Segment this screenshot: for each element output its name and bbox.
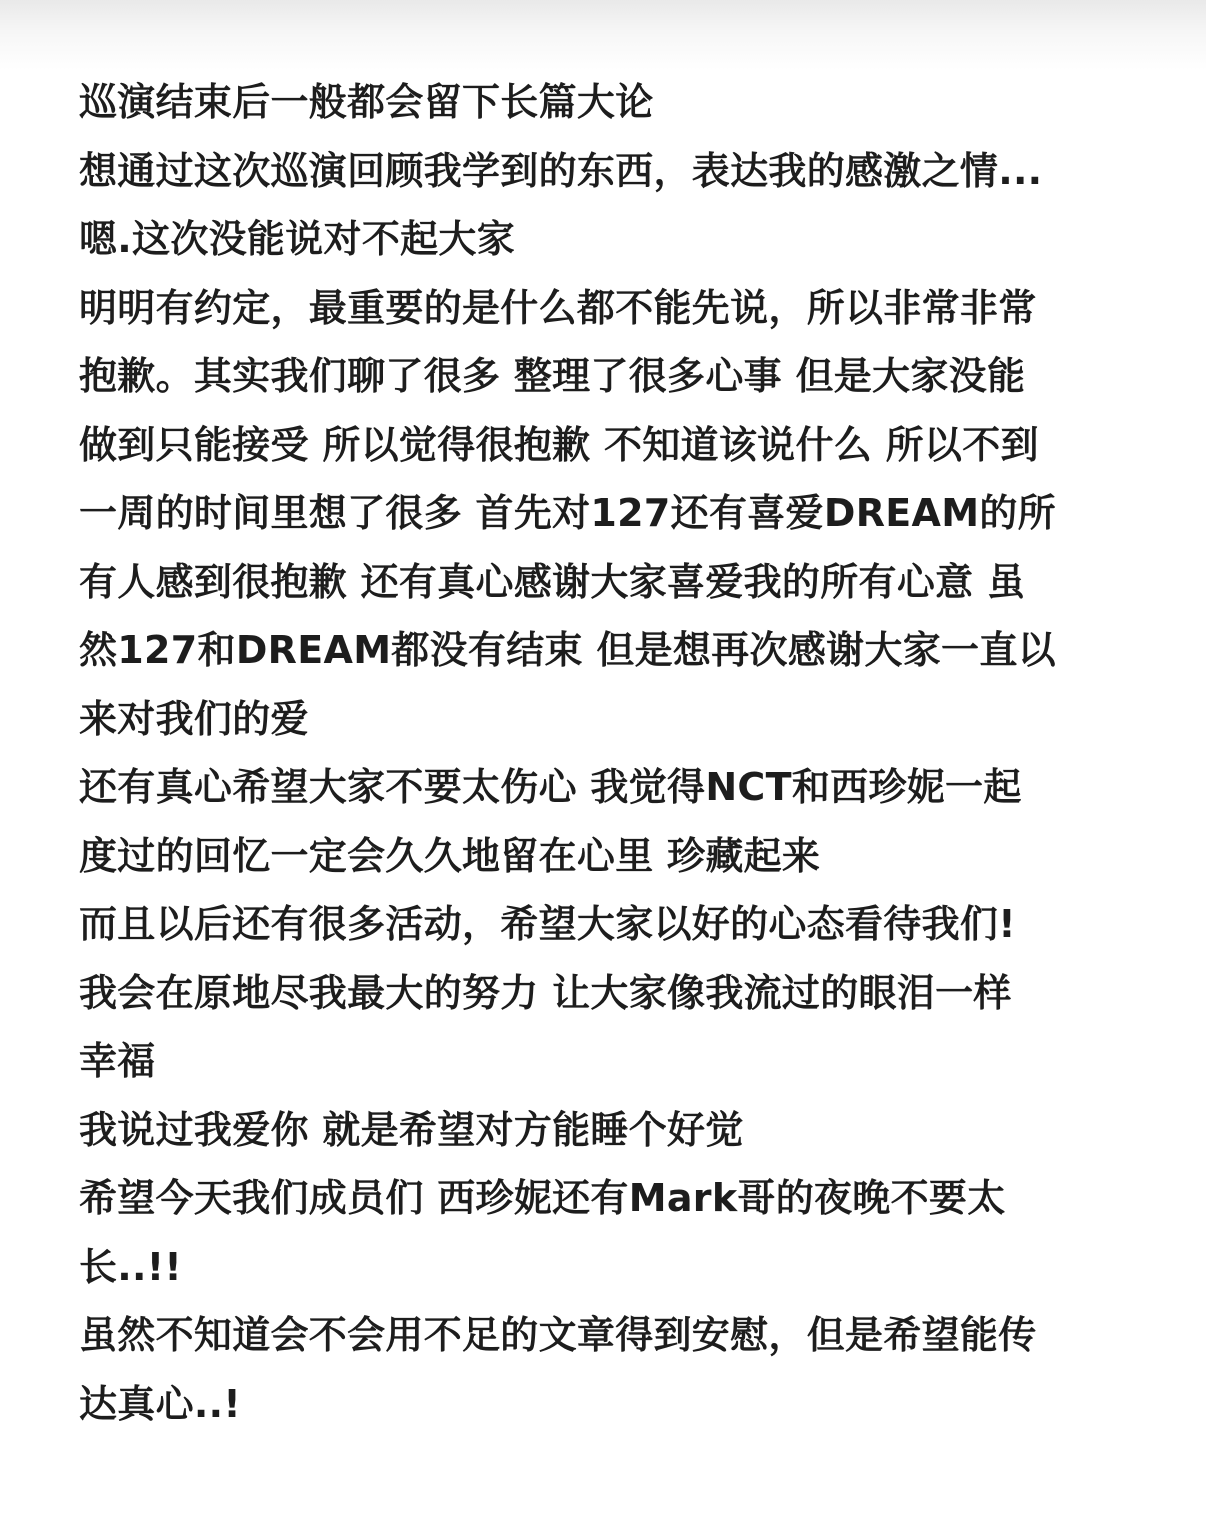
paragraph: [79, 205, 1159, 274]
paragraph: [79, 137, 1159, 206]
text-line: 然127和DREAM都没有结束 但是想再次感谢大家一直以: [79, 628, 1056, 672]
text-line: 想通过这次巡演回顾我学到的东西，表达我的感激之情...: [79, 148, 1043, 193]
text-line: 做到只能接受 所以觉得很抱歉 不知道该说什么 所以不到: [79, 422, 1039, 467]
paragraph: [79, 959, 1159, 1096]
text-line: 有人感到很抱歉 还有真心感谢大家喜爱我的所有心意 虽: [79, 559, 1026, 604]
paragraph: [79, 1164, 1159, 1301]
paragraph: [79, 1301, 1159, 1438]
note-body: [79, 68, 1159, 1438]
paragraph: [79, 1096, 1159, 1165]
text-line: 而且以后还有很多活动，希望大家以好的心态看待我们!: [79, 902, 1016, 946]
text-line: 巡演结束后一般都会留下长篇大论: [79, 80, 654, 124]
text-line: 嗯.这次没能说对不起大家: [79, 217, 516, 261]
text-line: 希望今天我们成员们 西珍妮还有Mark哥的夜晚不要太: [79, 1176, 1006, 1220]
text-line: 我说过我爱你 就是希望对方能睡个好觉: [79, 1107, 744, 1152]
text-line: 我会在原地尽我最大的努力 让大家像我流过的眼泪一样: [79, 970, 1012, 1015]
text-line: 幸福: [79, 1039, 156, 1083]
paragraph: [79, 274, 1159, 754]
text-line: 来对我们的爱: [79, 696, 309, 741]
text-line: 还有真心希望大家不要太伤心 我觉得NCT和西珍妮一起: [79, 765, 1022, 809]
text-line: 达真心..!: [79, 1381, 242, 1426]
paragraph: [79, 890, 1159, 959]
text-line: 明明有约定，最重要的是什么都不能先说，所以非常非常: [79, 285, 1037, 330]
text-line: 抱歉。其实我们聊了很多 整理了很多心事 但是大家没能: [79, 354, 1026, 398]
text-line: 长..!!: [79, 1244, 183, 1289]
text-line: 一周的时间里想了很多 首先对127还有喜爱DREAM的所: [79, 491, 1056, 535]
text-line: 虽然不知道会不会用不足的文章得到安慰，但是希望能传: [79, 1313, 1037, 1357]
text-line: 度过的回忆一定会久久地留在心里 珍藏起来: [79, 833, 821, 878]
paragraph: [79, 753, 1159, 890]
top-shadow: [0, 0, 1206, 70]
paragraph: [79, 68, 1159, 137]
